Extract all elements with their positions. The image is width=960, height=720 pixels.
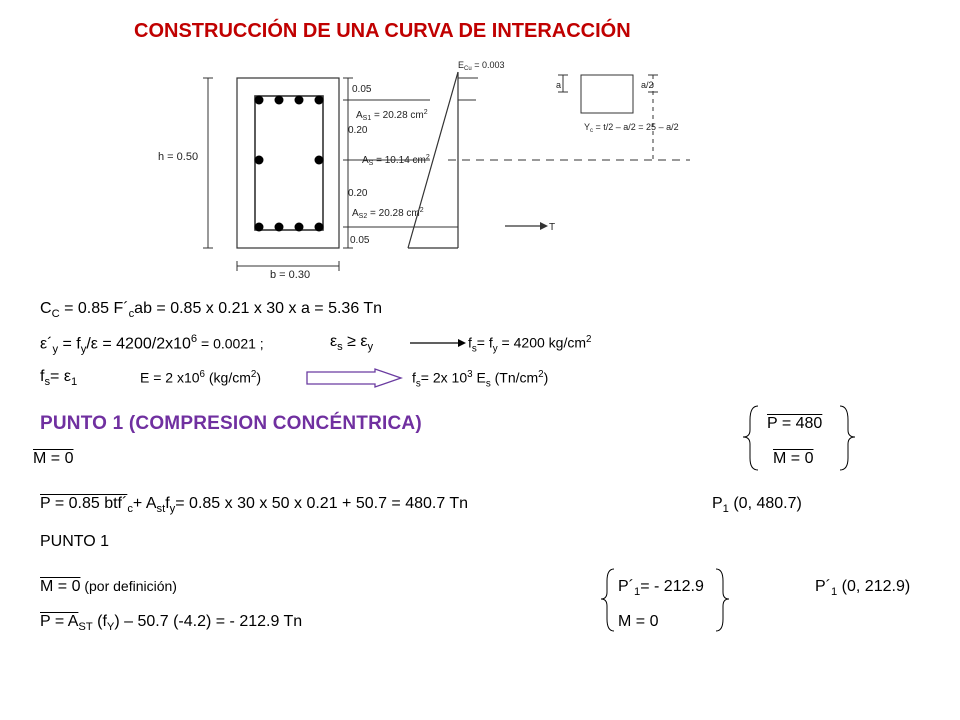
rebar-dot — [295, 96, 304, 105]
a-label: a — [556, 80, 562, 90]
es-condition: $\varepsilon_s \ge \varepsilon_y$ — [330, 333, 374, 354]
brace-p: P = 480 — [767, 415, 823, 432]
rebar-dot — [315, 223, 324, 232]
rebar-dot — [315, 96, 324, 105]
rebar-dot — [255, 223, 264, 232]
as-mid-label: $A_S = 10.14$ $cm^2$ — [362, 154, 430, 167]
m-definition: M = 0 (por definición) — [40, 578, 177, 595]
fs-e1-equation: $f_s= \varepsilon_1$ — [40, 368, 78, 389]
arrow-icon — [408, 336, 468, 350]
brace-p-prime: $P´_1= - 212.9$ — [618, 578, 704, 599]
as2-label: $A_{S2} = 20.28$ $cm^2$ — [352, 207, 424, 220]
point-p1-prime: $P´_1$ (0, 212.9) — [815, 578, 911, 599]
rebar-dot — [275, 96, 284, 105]
punto1-heading: PUNTO 1 (COMPRESION CONCÉNTRICA) — [40, 413, 422, 434]
t-label: T — [549, 222, 556, 233]
a2-label: a/2 — [641, 80, 654, 90]
fs-result: $f_s= 2x$ $10^3$ $E_s$ $(Tn/cm^2)$ — [412, 369, 549, 390]
rebar-dot — [315, 156, 324, 165]
punto1b-heading: PUNTO 1 — [40, 533, 110, 550]
rebar-dot — [255, 156, 264, 165]
fs-equals-fy: $f_s= f_y = 4200$ $kg/cm^2$ — [468, 334, 592, 355]
as1-label: $A_{S1} = 20.28$ $cm^2$ — [356, 109, 428, 122]
double-arrow-icon — [305, 368, 405, 388]
rebar-dot — [275, 223, 284, 232]
dim-mid2: 0.20 — [348, 188, 368, 199]
m-equals-zero: M = 0 — [33, 450, 74, 467]
dim-top: 0.05 — [352, 84, 372, 95]
rebar-dot — [295, 223, 304, 232]
dim-mid1: 0.20 — [348, 125, 368, 136]
brace-m-2: M = 0 — [618, 613, 659, 630]
brace-m: M = 0 — [773, 450, 814, 467]
point-p1: $P_1$ (0, 480.7) — [712, 495, 802, 516]
section-diagram — [0, 0, 960, 290]
yc-label: $Y_c = t/2 - a/2 = 25 - a/2$ — [584, 122, 679, 134]
b-label: b = 0.30 — [270, 269, 311, 281]
page-title: CONSTRUCCIÓN DE UNA CURVA DE INTERACCIÓN — [134, 20, 631, 42]
h-label: h = 0.50 — [158, 151, 199, 163]
cc-equation: $C_C = 0.85$ $F´_cab = 0.85$ x 0.21 x 30 x a = 5.36 Tn — [40, 300, 383, 321]
elastic-modulus: E = 2 $x10^6$ $(kg/cm^2)$ — [140, 369, 262, 386]
rebar-dot — [255, 96, 264, 105]
p-tension-equation: $P = A_{ST}$ $(f_Y) - 50.7$ (-4.2) = - 212.9 Tn — [40, 613, 303, 634]
ecu-label: $E_{Cu} = 0.003$ — [458, 60, 505, 72]
p-equation: P = 0.85 $btf´_c+ A_{st}f_y= 0.85$ x 30 x 50 x 0.21 + 50.7 = 480.7 Tn — [40, 495, 469, 516]
ey-equation: $\varepsilon´_y = f_y/\varepsilon = 4200/2x10^6 = 0.0021$ ; — [40, 333, 264, 356]
dim-bot: 0.05 — [350, 235, 370, 246]
